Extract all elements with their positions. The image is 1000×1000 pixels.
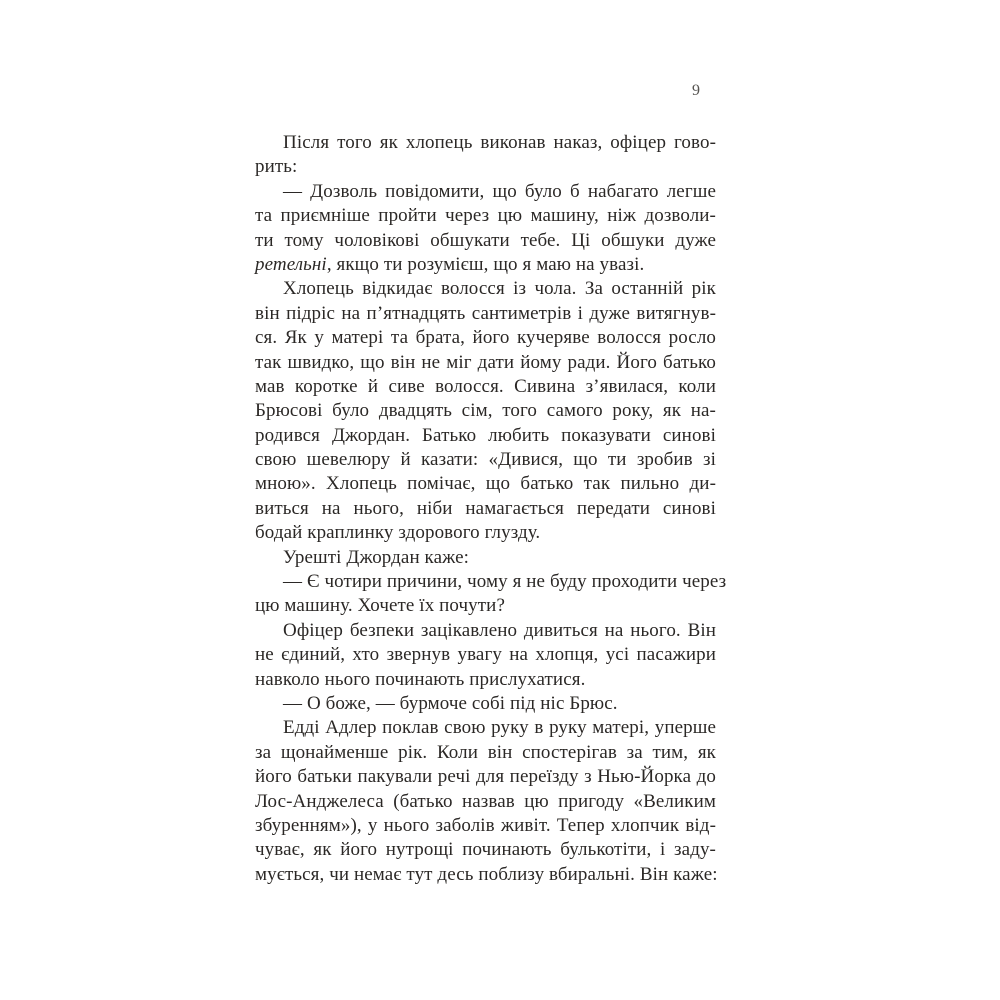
text-run: Урешті Джордан каже: <box>283 546 470 568</box>
text-line <box>255 668 716 692</box>
text-run: Лос-Анджелеса (батько назвав цю пригоду «Великим <box>255 790 716 812</box>
text-line <box>255 351 716 375</box>
text-run: ся. Як у матері та брата, його кучеряве волосся росло <box>255 327 716 349</box>
text-line <box>255 790 716 814</box>
text-run: збуренням»), у нього заболів живіт. Тепер хлопчик від- <box>255 814 716 836</box>
text-line <box>255 180 716 204</box>
text-run: рить: <box>255 156 298 178</box>
text-line <box>255 570 727 594</box>
text-run: родився Джордан. Батько любить показувати синові <box>255 424 716 446</box>
text-line <box>255 594 716 618</box>
page-text <box>255 131 727 887</box>
text-run: , якщо ти розумієш, що я маю на увазі. <box>326 253 645 275</box>
text-run: — Є чотири причини, чому я не буду проходити через <box>283 571 727 593</box>
text-run: цю машину. Хочете їх почути? <box>255 595 505 617</box>
text-run: його батьки пакували речі для переїзду з Нью-Йорка до <box>255 766 716 788</box>
text-line <box>255 643 716 667</box>
text-run: він підріс на п’ятнадцять сантиметрів і дуже витягнув- <box>255 302 716 324</box>
page-number: 9 <box>692 82 700 99</box>
text-line <box>255 326 716 350</box>
text-run: мав коротке й сиве волосся. Сивина з’явилася, коли <box>255 375 716 397</box>
text-run: ти тому чоловікові обшукати тебе. Ці обшуки дуже <box>255 229 716 251</box>
text-run: — Дозволь повідомити, що було б набагато легше <box>283 180 716 202</box>
text-line <box>255 375 716 399</box>
text-run: навколо нього починають прислухатися. <box>255 668 586 690</box>
text-line <box>255 204 716 228</box>
text-run: так швидко, що він не міг дати йому ради. Його батько <box>255 351 716 373</box>
text-line <box>255 546 716 570</box>
text-line <box>255 277 716 301</box>
text-run: — О боже, — бурмоче собі під ніс Брюс. <box>283 692 618 714</box>
text-line <box>255 448 716 472</box>
text-run: та приємніше пройти через цю машину, ніж дозволи- <box>255 205 716 227</box>
text-line <box>255 765 716 789</box>
text-run: Офіцер безпеки зацікавлено дивиться на нього. Він <box>283 619 716 641</box>
text-line <box>255 741 716 765</box>
text-line <box>255 497 716 521</box>
text-line <box>255 814 716 838</box>
text-run: Брюсові було двадцять сім, того самого року, як на- <box>255 400 716 422</box>
text-run: Хлопець відкидає волосся із чола. За останній рік <box>283 278 716 300</box>
text-run: бодай краплинку здорового глузду. <box>255 522 541 544</box>
text-line <box>255 155 716 179</box>
text-line <box>255 302 716 326</box>
text-line <box>255 716 716 740</box>
text-run: свою шевелюру й казати: «Дивися, що ти зробив зі <box>255 449 716 471</box>
text-line <box>255 692 716 716</box>
text-line <box>255 619 716 643</box>
text-line <box>255 521 716 545</box>
text-run: не єдиний, хто звернув увагу на хлопця, усі пасажири <box>255 644 716 666</box>
text-line <box>255 253 716 277</box>
text-line <box>255 399 716 423</box>
text-run: виться на нього, ніби намагається передати синові <box>255 497 716 519</box>
text-run: чуває, як його нутрощі починають булькотіти, і заду- <box>255 839 716 861</box>
text-run: за щонайменше рік. Коли він спостерігав за тим, як <box>255 741 716 763</box>
text-run: мується, чи немає тут десь поблизу вбиральні. Він каже: <box>255 863 718 885</box>
text-run: мною». Хлопець помічає, що батько так пильно ди- <box>255 473 716 495</box>
text-line <box>255 838 716 862</box>
text-run: Едді Адлер поклав свою руку в руку матері, уперше <box>283 717 716 739</box>
text-line <box>255 229 716 253</box>
text-line <box>255 472 716 496</box>
text-line <box>255 131 716 155</box>
italic-text-run: ретельні <box>255 253 327 275</box>
text-line <box>255 863 716 887</box>
text-line <box>255 424 716 448</box>
text-run: Після того як хлопець виконав наказ, офіцер гово- <box>283 132 716 153</box>
